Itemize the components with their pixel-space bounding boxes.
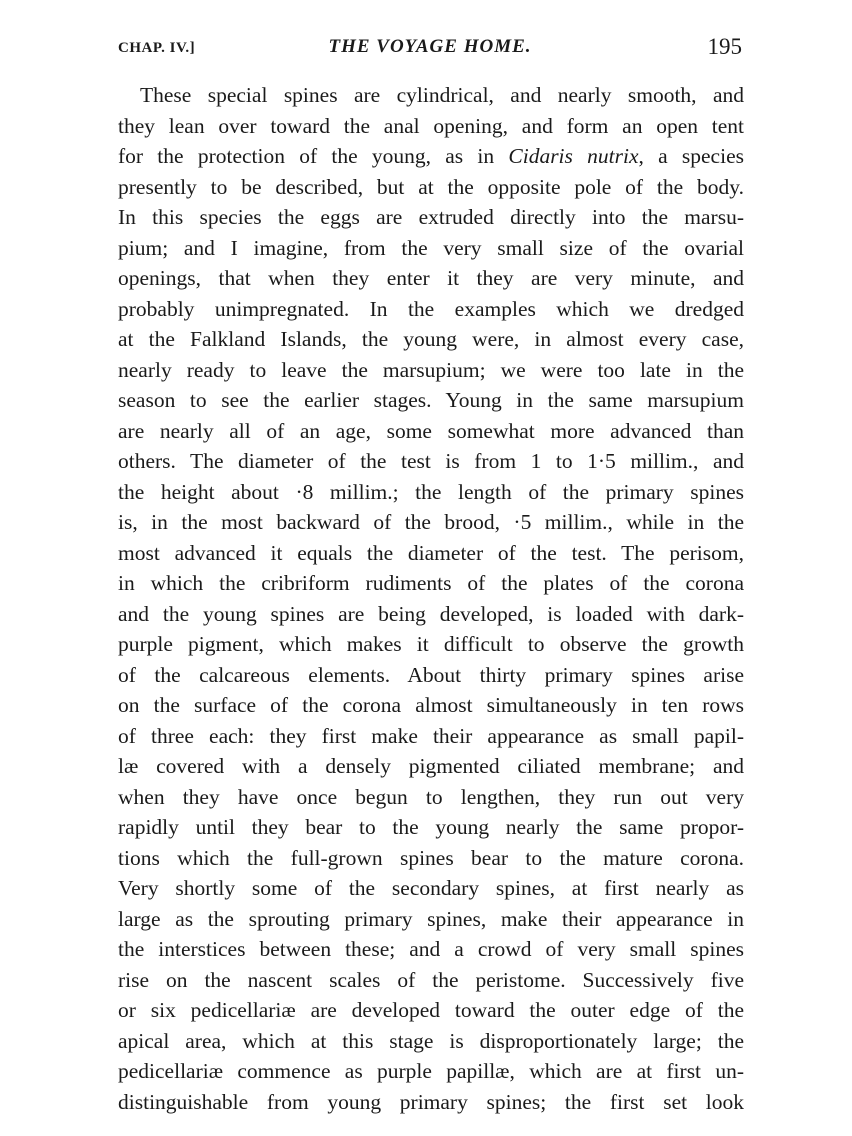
text-run: when they have once begun to lengthen, they run out very <box>118 784 744 809</box>
text-run: openings, that when they enter it they are very minute, and <box>118 266 744 290</box>
text-run: presently to be described, but at the opposite pole of the body. <box>118 174 744 199</box>
text-line <box>118 965 744 996</box>
text-line <box>118 873 744 904</box>
text-line <box>118 751 744 782</box>
text-run: is, in the most backward of the brood, ·5 millim., while in the <box>118 510 744 534</box>
text-line <box>118 690 744 721</box>
text-run: large as the sprouting primary spines, make their appearance in <box>118 906 744 931</box>
text-run: læ covered with a densely pigmented ciliated membrane; and <box>118 754 744 778</box>
text-line <box>118 538 744 569</box>
text-line <box>118 660 744 691</box>
text-line <box>118 1026 744 1057</box>
text-run: pium; and I imagine, from the very small size of the ovarial <box>118 235 744 260</box>
text-line <box>118 1087 744 1118</box>
text-line <box>118 721 744 752</box>
text-run: of the calcareous elements. About thirty primary spines arise <box>118 662 744 687</box>
text-run: others. The diameter of the test is from 1 to 1·5 millim., and <box>118 449 744 473</box>
text-line <box>118 843 744 874</box>
text-line <box>118 141 744 172</box>
text-run: the interstices between these; and a crowd of very small spines <box>118 937 744 961</box>
text-run: apical area, which at this stage is disproportionately large; the <box>118 1028 744 1053</box>
text-run: , a species <box>638 144 744 168</box>
text-run: purple pigment, which makes it difficult to observe the growth <box>118 632 744 656</box>
text-run: they lean over toward the anal opening, and form an open tent <box>118 113 744 138</box>
text-line <box>118 629 744 660</box>
text-run: and the young spines are being developed, is loaded with dark- <box>118 601 744 626</box>
running-head <box>118 34 742 64</box>
text-run: These special spines are cylindrical, and nearly smooth, and <box>140 83 744 107</box>
text-run: the height about ·8 millim.; the length of the primary spines <box>118 479 744 504</box>
text-line <box>118 233 744 264</box>
text-line <box>118 355 744 386</box>
text-run: or six pedicellariæ are developed toward the outer edge of the <box>118 998 744 1022</box>
text-line <box>118 111 744 142</box>
text-run: rapidly until they bear to the young nearly the same propor- <box>118 815 744 839</box>
body-text <box>118 80 744 1117</box>
text-run: of three each: they first make their appearance as small papil- <box>118 723 744 748</box>
text-run: tions which the full-grown spines bear to the mature corona. <box>118 845 744 870</box>
text-line <box>118 446 744 477</box>
text-line <box>118 782 744 813</box>
text-run: for the protection of the young, as in <box>118 144 509 168</box>
text-line <box>118 1056 744 1087</box>
text-line <box>118 934 744 965</box>
text-run: nearly ready to leave the marsupium; we were too late in the <box>118 357 744 382</box>
text-run: season to see the earlier stages. Young in the same marsupium <box>118 388 744 412</box>
text-line <box>118 172 744 203</box>
text-line <box>118 568 744 599</box>
text-line <box>118 324 744 355</box>
text-run: Very shortly some of the secondary spines, at first nearly as <box>118 876 744 900</box>
text-run: distinguishable from young primary spines; the first set look <box>118 1089 744 1114</box>
text-line <box>118 294 744 325</box>
text-line <box>118 263 744 294</box>
text-run: at the Falkland Islands, the young were, in almost every case, <box>118 327 744 351</box>
text-run: are nearly all of an age, some somewhat more advanced than <box>118 418 744 443</box>
text-line <box>118 812 744 843</box>
running-title: THE VOYAGE HOME. <box>328 36 532 57</box>
italic-species-name: Cidaris nutrix <box>508 144 639 168</box>
text-run: probably unimpregnated. In the examples which we dredged <box>118 296 744 321</box>
text-line <box>118 202 744 233</box>
text-line <box>118 507 744 538</box>
text-run: in which the cribriform rudiments of the plates of the corona <box>118 571 744 595</box>
text-line <box>118 599 744 630</box>
chapter-label: CHAP. IV.] <box>118 40 196 56</box>
text-line <box>118 904 744 935</box>
text-line <box>118 995 744 1026</box>
text-line <box>118 477 744 508</box>
text-run: most advanced it equals the diameter of the test. The perisom, <box>118 540 744 565</box>
text-run: In this species the eggs are extruded directly into the marsu- <box>118 205 744 229</box>
text-run: on the surface of the corona almost simultaneously in ten rows <box>118 693 744 717</box>
text-line <box>118 416 744 447</box>
text-run: rise on the nascent scales of the peristome. Successively five <box>118 967 744 992</box>
text-line <box>118 80 744 111</box>
text-line <box>118 385 744 416</box>
text-run: pedicellariæ commence as purple papillæ, which are at first un- <box>118 1059 744 1083</box>
page-number: 195 <box>707 34 742 59</box>
